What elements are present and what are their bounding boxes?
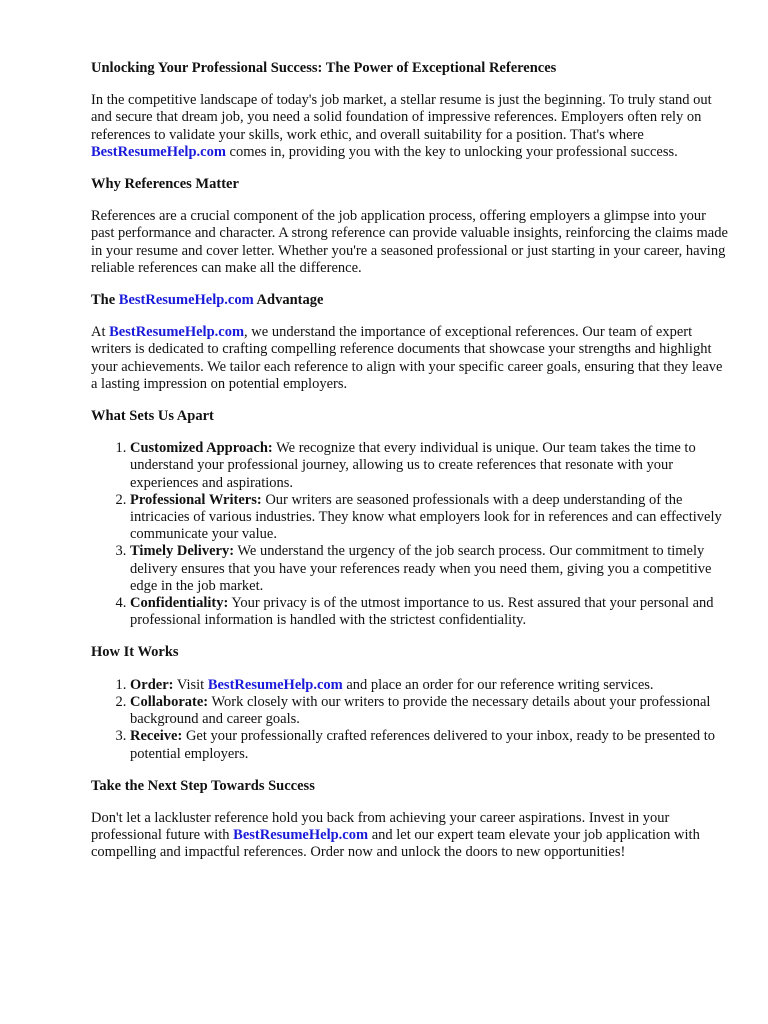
list-item-text: We understand the urgency of the job search process. Our commitment to timely delivery ensures that you have your references ready when you need them, giving you a competitive edge in the job market. (130, 543, 712, 594)
next-text-after: and let our expert team elevate your job application with compelling and impactful references. Order now and unlock the doors to new opportunities! (91, 827, 700, 861)
list-item-term: Order: (130, 676, 174, 693)
site-link[interactable]: BestResumeHelp.com (118, 292, 254, 309)
list-item (130, 440, 731, 492)
list-item-term: Confidentiality: (130, 595, 229, 612)
apart-list (91, 440, 731, 629)
document-title: Unlocking Your Professional Success: The Power of Exceptional References (91, 60, 557, 76)
next-step-paragraph (91, 810, 731, 862)
advantage-heading (91, 292, 731, 309)
list-item-term: Timely Delivery: (130, 543, 235, 560)
list-item (130, 728, 731, 762)
list-item-term: Receive: (130, 728, 183, 745)
advantage-text-before: At (91, 324, 106, 341)
intro-text-before: In the competitive landscape of today's job market, a stellar resume is just the beginning. To truly stand out and secure that dream job, you need a solid foundation of impressive references. Employers often rely on references to validate your skills, work ethic, and overall suitability for a position. That's where (91, 92, 712, 143)
how-list (91, 677, 731, 763)
list-item-text: We recognize that every individual is unique. Our team takes the time to understand your professional journey, allowing us to create references that resonate with your experiences and aspirations. (130, 440, 696, 491)
next-text-before: Don't let a lackluster reference hold you back from achieving your career aspirations. Invest in your professional future with (91, 809, 670, 844)
advantage-paragraph (91, 324, 731, 393)
document-page (91, 60, 731, 862)
order-text-after: and place an order for our reference writing services. (346, 676, 654, 693)
apart-heading: What Sets Us Apart (91, 408, 214, 425)
list-item (130, 543, 731, 595)
next-step-heading: Take the Next Step Towards Success (91, 777, 315, 794)
intro-text-after: comes in, providing you with the key to unlocking your professional success. (229, 143, 678, 160)
list-item-text: Our writers are seasoned professionals with a deep understanding of the intricacies of various industries. They know what employers look for in references and can effectively communicate your value. (130, 491, 722, 543)
list-item (130, 492, 731, 544)
list-item-text: Your privacy is of the utmost importance to us. Rest assured that your personal and professional information is handled with the strictest confidentiality. (130, 595, 714, 629)
site-link[interactable]: BestResumeHelp.com (91, 143, 226, 160)
list-item (130, 595, 731, 629)
site-link[interactable]: BestResumeHelp.com (109, 324, 245, 341)
why-paragraph: References are a crucial component of the job application process, offering employers a glimpse into your past performance and character. A strong reference can provide valuable insights, reinforcing the claims made in your resume and cover letter. Whether you're a seasoned professional or just starting in your career, having reliable references can make all the difference. (91, 208, 728, 276)
advantage-heading-prefix: The (91, 292, 116, 309)
list-item-term: Customized Approach: (130, 440, 273, 457)
site-link[interactable]: BestResumeHelp.com (233, 827, 369, 844)
list-item-text: Get your professionally crafted references delivered to your inbox, ready to be presented to potential employers. (130, 728, 715, 762)
site-link[interactable]: BestResumeHelp.com (207, 676, 343, 693)
list-item-term: Collaborate: (130, 693, 209, 710)
order-text-before: Visit (176, 676, 205, 693)
intro-paragraph (91, 92, 731, 161)
list-item (130, 677, 731, 694)
list-item (130, 694, 731, 728)
list-item-text: Work closely with our writers to provide the necessary details about your professional background and career goals. (130, 693, 711, 728)
why-heading: Why References Matter (91, 176, 239, 193)
advantage-heading-suffix: Advantage (256, 292, 324, 309)
how-heading: How It Works (91, 644, 179, 661)
list-item-term: Professional Writers: (130, 491, 262, 508)
advantage-text-after: , we understand the importance of exceptional references. Our team of expert writers is dedicated to crafting compelling reference documents that showcase your strengths and highlight your achievements. We tailor each reference to align with your specific career goals, ensuring that they leave a lasting impression on potential employers. (91, 324, 723, 392)
